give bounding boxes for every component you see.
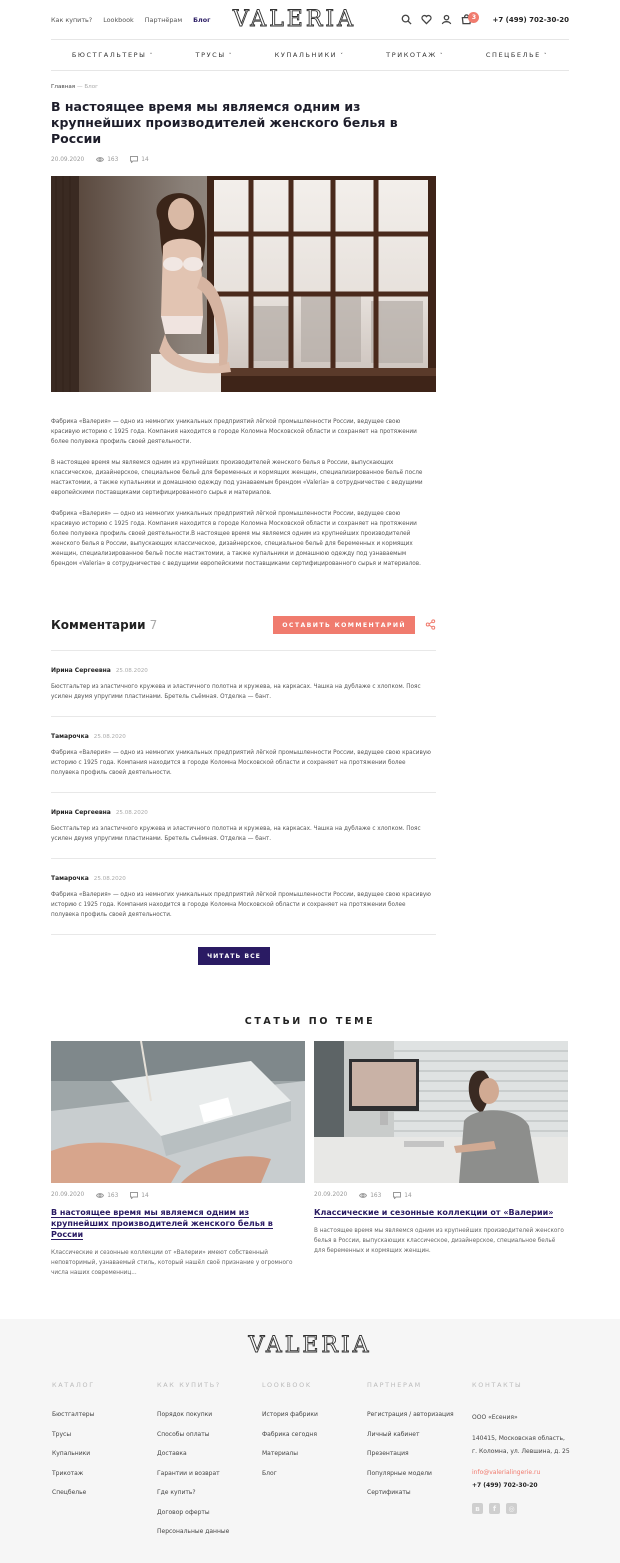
footer-col-contacts — [472, 1381, 577, 1548]
footer-link[interactable]: Персональные данные — [157, 1528, 230, 1535]
footer — [0, 1319, 620, 1563]
comment-item — [51, 793, 436, 859]
related-card[interactable] — [314, 1041, 568, 1278]
cart-icon[interactable] — [460, 13, 477, 26]
cat-special[interactable]: СПЕЦБЕЛЬЕ ˅ — [486, 51, 548, 59]
related-card-comments: 14 — [404, 1192, 412, 1199]
related-card-title-link[interactable]: Классические и сезонные коллекции от «Валерии» — [314, 1208, 554, 1217]
comments-title — [51, 618, 157, 632]
footer-link[interactable]: Бюстгалтеры — [52, 1411, 95, 1418]
nav-blog[interactable]: Блог — [193, 15, 211, 24]
footer-link[interactable]: Договор оферты — [157, 1508, 210, 1516]
comment-author: Тамарочка — [51, 875, 89, 882]
breadcrumb-current: Блог — [84, 84, 99, 90]
search-icon[interactable] — [400, 14, 412, 26]
footer-phone[interactable]: +7 (499) 702-30-20 — [472, 1482, 538, 1489]
comment-date: 25.08.2020 — [115, 810, 148, 816]
cat-swimwear[interactable]: КУПАЛЬНИКИ ˅ — [275, 51, 345, 59]
footer-link[interactable]: Сертификаты — [367, 1489, 411, 1496]
footer-link[interactable]: Блог — [262, 1469, 277, 1477]
comment-item — [51, 717, 436, 793]
breadcrumb-home[interactable]: Главная — [51, 84, 76, 90]
related-card-image[interactable] — [51, 1041, 305, 1183]
footer-col-heading: КАК КУПИТЬ? — [157, 1381, 221, 1389]
top-nav — [51, 16, 210, 24]
read-all-button[interactable]: ЧИТАТЬ ВСЕ — [198, 947, 270, 965]
comments-header — [51, 616, 436, 651]
footer-link[interactable]: Трусы — [52, 1430, 72, 1438]
category-nav — [51, 40, 569, 71]
cart-count-badge: 3 — [468, 12, 479, 23]
footer-link[interactable]: Купальники — [52, 1450, 91, 1457]
eye-icon — [96, 156, 104, 163]
related-card-views: 163 — [370, 1192, 382, 1199]
article-views: 163 — [107, 156, 119, 163]
footer-contacts — [472, 1411, 577, 1492]
footer-col-heading: ПАРТНЕРАМ — [367, 1381, 422, 1389]
breadcrumb-separator: — — [76, 84, 83, 90]
related-card[interactable] — [51, 1041, 305, 1278]
related-card-views: 163 — [107, 1192, 119, 1199]
comment-date: 25.08.2020 — [93, 734, 126, 740]
eye-icon — [96, 1192, 104, 1199]
article-meta — [51, 156, 569, 163]
comment-actions — [273, 616, 436, 634]
comment-date: 25.08.2020 — [115, 668, 148, 674]
comment-date: 25.08.2020 — [93, 876, 126, 882]
eye-icon — [359, 1192, 367, 1199]
comment-text: Фабрика «Валерия» — одно из немногих уникальных предприятий лёгкой промышленности России, ведущее свою красивую историю с 1925 года. Компания находится в городе Коломна Московской области и сохраняет на протяжении более полувека профиль своей деятельности. — [51, 750, 431, 776]
footer-address-line: 140415, Московская область, — [472, 1435, 565, 1442]
article-date: 20.09.2020 — [51, 156, 85, 163]
footer-link[interactable]: Трикотаж — [52, 1469, 84, 1477]
related-card-title[interactable] — [314, 1207, 568, 1218]
footer-col-how-to-buy — [157, 1381, 262, 1548]
related-card-date: 20.09.2020 — [314, 1192, 348, 1198]
footer-link[interactable]: Регистрация / авторизация — [367, 1411, 454, 1418]
footer-email[interactable]: info@valerialingerie.ru — [472, 1469, 541, 1476]
related-card-date: 20.09.2020 — [51, 1192, 85, 1198]
footer-link[interactable]: Презентация — [367, 1450, 409, 1457]
footer-link[interactable]: Материалы — [262, 1450, 298, 1457]
footer-col-lookbook — [262, 1381, 367, 1548]
related-card-title[interactable] — [51, 1207, 305, 1240]
comment-icon — [130, 156, 138, 163]
social-links — [472, 1503, 577, 1514]
cat-panties[interactable]: ТРУСЫ ˅ — [196, 51, 233, 59]
related-card-text: В настоящее время мы являемся одним из крупнейших производителей женского белья в России, выпускающих классическое, дизайнерское, специальное бельё для беременных и кормящих женщин. — [314, 1228, 564, 1254]
article-hero-image — [51, 176, 436, 392]
related-title: СТАТЬИ ПО ТЕМЕ — [244, 1016, 376, 1027]
article-paragraph: В настоящее время мы являемся одним из крупнейших производителей женского белья в России, выпускающих классическое, дизайнерское, специальное бельё для беременных и кормящих женщин, специализированное бельё после мастэктомии, а также купальники и домашнюю одежду под узнаваемым брендом «Valeria» в сотрудничестве с ведущими европейскими поставщиками сертифицированного сырья и материалов. — [51, 460, 423, 496]
footer-col-heading: КОНТАКТЫ — [472, 1381, 523, 1389]
cat-knitwear[interactable]: ТРИКОТАЖ ˅ — [386, 51, 444, 59]
comments-title-text: Комментарии — [51, 618, 146, 632]
footer-col-catalog — [52, 1381, 157, 1548]
related-card-image[interactable] — [314, 1041, 568, 1183]
comment-icon — [393, 1192, 401, 1199]
comment-author: Ирина Сергеевна — [51, 809, 111, 816]
user-icon[interactable] — [440, 14, 452, 26]
comment-item — [51, 859, 436, 935]
footer-link[interactable]: Популярные модели — [367, 1469, 432, 1477]
footer-link[interactable]: Фабрика сегодня — [262, 1430, 317, 1438]
article-comments-count: 14 — [141, 156, 149, 163]
related-card-title-link[interactable]: В настоящее время мы являемся одним из крупнейших производителей женского белья в России — [51, 1208, 273, 1239]
facebook-icon[interactable]: f — [489, 1503, 500, 1514]
share-icon[interactable] — [425, 619, 436, 632]
instagram-icon[interactable]: ◎ — [506, 1503, 517, 1514]
comment-item — [51, 651, 436, 717]
comment-text: Бюстгальтер из эластичного кружева и эластичного полотна и кружева, на каркасах. Чашка на дублаже с хлопком. Пояс усилен двумя упругими пластинами. Бретель съёмная. Отделка — бант. — [51, 684, 421, 700]
related-grid — [51, 1041, 569, 1278]
footer-link[interactable]: Доставка — [157, 1450, 187, 1457]
nav-partners[interactable]: Партнёрам — [144, 15, 183, 24]
heart-icon[interactable] — [420, 14, 432, 26]
footer-col-heading: КАТАЛОГ — [52, 1381, 95, 1389]
nav-how-to-buy[interactable]: Как купить? — [51, 15, 93, 24]
leave-comment-button[interactable]: ОСТАВИТЬ КОММЕНТАРИЙ — [273, 616, 415, 634]
header-phone[interactable]: +7 (499) 702-30-20 — [492, 15, 569, 24]
footer-link[interactable]: Где купить? — [157, 1489, 196, 1496]
comment-text: Фабрика «Валерия» — одно из немногих уникальных предприятий лёгкой промышленности России, ведущее свою красивую историю с 1925 года. Компания находится в городе Коломна Московской области и сохраняет на протяжении более полувека профиль своей деятельности. — [51, 892, 431, 918]
footer-col-heading: LOOKBOOK — [262, 1381, 312, 1389]
comments-count: 7 — [149, 618, 158, 632]
comment-text: Бюстгальтер из эластичного кружева и эластичного полотна и кружева, на каркасах. Чашка на дублаже с хлопком. Пояс усилен двумя упругими пластинами. Бретель съёмная. Отделка — бант. — [51, 826, 421, 842]
breadcrumb — [51, 84, 569, 90]
site-logo[interactable]: VALERIA — [232, 7, 356, 32]
footer-link[interactable]: Гарантии и возврат — [157, 1469, 220, 1477]
article-paragraph: Фабрика «Валерия» — одно из немногих уникальных предприятий лёгкой промышленности России, ведущее свою красивую историю с 1925 года. Компания находится в городе Коломна Московской области и сохраняет на протяжении более полувека профиль своей деятельности.В настоящее время мы являемся одним из крупнейших производителей женского белья в России, выпускающих классическое, дизайнерское, специальное бельё для беременных и кормящих женщин, специализированное бельё после мастэктомии, а также купальники и домашнюю одежду под узнаваемым брендом «Valeria» в сотрудничестве с ведущими европейскими поставщиками сертифицированного сырья и материалов. — [51, 511, 421, 567]
comment-author: Тамарочка — [51, 733, 89, 740]
comment-author: Ирина Сергеевна — [51, 667, 111, 674]
footer-link[interactable]: Спецбелье — [52, 1489, 87, 1496]
footer-company: ООО «Есения» — [472, 1414, 518, 1421]
related-card-comments: 14 — [141, 1192, 149, 1199]
footer-link[interactable]: История фабрики — [262, 1411, 318, 1418]
footer-link[interactable]: Личный кабинет — [367, 1430, 420, 1438]
related-card-text: Классические и сезонные коллекции от «Валерии» имеют собственный неповторимый, узнаваемый стиль, который нашёл своё признание у огромного числа наших современниц... — [51, 1250, 293, 1276]
top-bar — [51, 0, 569, 40]
header-actions — [400, 14, 569, 26]
footer-link[interactable]: Порядок покупки — [157, 1411, 213, 1418]
related-card-meta — [314, 1192, 568, 1199]
nav-lookbook[interactable]: Lookbook — [103, 15, 134, 24]
footer-link[interactable]: Способы оплаты — [157, 1430, 210, 1438]
cat-bras[interactable]: БЮСТГАЛЬТЕРЫ ˅ — [72, 51, 154, 59]
footer-logo[interactable]: VALERIA — [248, 1333, 372, 1358]
article-paragraph: Фабрика «Валерия» — одно из немногих уникальных предприятий лёгкой промышленности России, ведущее свою красивую историю с 1925 года. Компания находится в городе Коломна Московской области и сохраняет на протяжении более полувека профиль своей деятельности. — [51, 419, 417, 445]
article-title: В настоящее время мы являемся одним из крупнейших производителей женского белья в России — [51, 99, 398, 146]
footer-col-partners — [367, 1381, 472, 1548]
vk-icon[interactable]: в — [472, 1503, 483, 1514]
comment-icon — [130, 1192, 138, 1199]
footer-columns — [52, 1381, 577, 1548]
related-card-meta — [51, 1192, 305, 1199]
footer-address-line: г. Коломна, ул. Левшина, д. 25 — [472, 1448, 570, 1455]
